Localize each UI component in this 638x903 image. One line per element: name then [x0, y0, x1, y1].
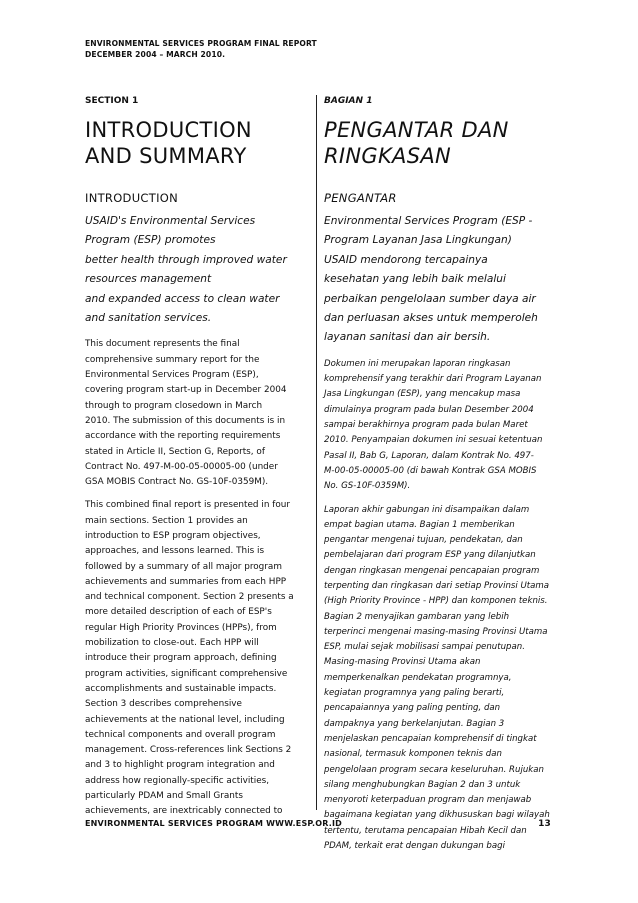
text-line: dan perluasan akses untuk memperoleh	[324, 312, 538, 325]
header-title: ENVIRONMENTAL SERVICES PROGRAM FINAL REPORT	[85, 39, 317, 48]
text-line: dampaknya yang berkelanjutan. Bagian 3	[324, 718, 505, 729]
text-line: more detailed description of each of ESP's	[85, 607, 272, 618]
text-line: PDAM, terkait erat dengan dukungan bagi	[324, 841, 505, 852]
footer-text: ENVIRONMENTAL SERVICES PROGRAM WWW.ESP.OR.ID	[85, 819, 343, 828]
text-line: pengantar mengenai tujuan, pendekatan, dan	[324, 535, 523, 546]
text-line: memperkenalkan pendekatan programnya,	[324, 672, 512, 683]
text-line: and technical component. Section 2 presents a	[85, 592, 294, 603]
text-line: regular High Priority Provinces (HPPs), from	[85, 622, 277, 633]
english-column	[85, 95, 309, 828]
text-line: dengan ringkasan mengenai pencapaian program	[324, 565, 540, 576]
page-number: 13	[538, 819, 551, 829]
section-label-id: BAGIAN 1	[324, 96, 373, 106]
text-line: GSA MOBIS Contract No. GS-10F-0359M).	[85, 477, 269, 488]
text-line: resources management	[85, 273, 212, 286]
text-line: nasional, termasuk komponen teknis dan	[324, 749, 502, 760]
indonesian-column	[324, 95, 550, 862]
text-line: layanan sanitasi dan air bersih.	[324, 331, 491, 344]
text-line: No. GS-10F-0359M).	[324, 481, 411, 492]
running-header	[85, 38, 317, 60]
text-line: Environmental Services Program (ESP -	[324, 215, 533, 227]
subheading-id: PENGANTAR	[324, 191, 397, 205]
text-line: program activities, significant comprehensive	[85, 668, 288, 679]
text-line: M-00-05-00005-00 (di bawah Kontrak GSA MOBIS	[324, 465, 537, 476]
text-line: achievements at the national level, including	[85, 714, 285, 725]
text-line: and sanitation services.	[85, 312, 212, 325]
text-line: kegiatan programnya yang paling berarti,	[324, 688, 505, 699]
subheading: INTRODUCTION	[85, 191, 179, 205]
text-line: menyoroti keterpaduan program dan menjawab	[324, 795, 532, 806]
lead-statement	[85, 212, 309, 328]
paragraph-scope	[85, 337, 309, 490]
text-line: stated in Article II, Section G, Reports, of	[85, 446, 265, 457]
text-line: introduction to ESP program objectives,	[85, 531, 261, 541]
text-line: empat bagian utama. Bagian 1 memberikan	[324, 519, 515, 530]
text-line: This combined final report is presented in four	[85, 500, 290, 511]
section-title: INTRODUCTION AND SUMMARY	[85, 118, 252, 168]
text-line: covering program start-up in December 2004	[85, 385, 287, 396]
text-line: particularly PDAM and Small Grants	[85, 791, 243, 802]
paragraph-structure-id	[324, 503, 550, 855]
text-line: and expanded access to clean water	[85, 292, 280, 305]
text-line: sampai berakhirnya program pada bulan Maret	[324, 420, 528, 431]
text-line: menjelaskan pencapaian komprehensif di tingkat	[324, 733, 537, 744]
text-line: USAID's Environmental Services	[85, 215, 256, 227]
column-divider	[316, 95, 317, 810]
paragraph-structure	[85, 498, 309, 819]
text-line: pembelajaran dari program ESP yang dilanjutkan	[324, 550, 536, 561]
text-line: komprehensif yang terakhir dari Program Layanan	[324, 374, 542, 385]
text-line: through to program closedown in March	[85, 400, 263, 411]
text-line: Laporan akhir gabungan ini disampaikan dalam	[324, 504, 530, 515]
text-line: mobilization to close-out. Each HPP will	[85, 638, 259, 649]
text-line: Pasal II, Bab G, Laporan, dalam Kontrak No. 497-	[324, 450, 534, 461]
text-line: main sections. Section 1 provides an	[85, 515, 248, 526]
text-line: tertentu, terutama pencapaian Hibah Kecil dan	[324, 825, 527, 836]
text-line: pencapaiannya yang paling penting, dan	[324, 703, 501, 714]
paragraph-scope-id	[324, 357, 550, 495]
text-line: better health through improved water	[85, 253, 287, 266]
text-line: bagaimana kegiatan yang dikhususkan bagi wilayah	[324, 810, 550, 821]
text-line: 2010. The submission of this documents is in	[85, 415, 286, 426]
text-line: management. Cross-references link Sections 2	[85, 745, 292, 756]
text-line: and 3 to highlight program integration and	[85, 760, 275, 771]
text-line: Program (ESP) promotes	[85, 234, 216, 247]
text-line: perbaikan pengelolaan sumber daya air	[324, 292, 536, 305]
text-line: (High Priority Province - HPP) dan komponen teknis.	[324, 596, 548, 607]
text-line: achievements and summaries from each HPP	[85, 576, 287, 587]
text-line: ESP, mulai sejak mobilisasi sampai penutupan.	[324, 642, 525, 653]
text-line: accomplishments and sustainable impacts.	[85, 683, 277, 694]
text-line: 2010. Penyampaian dokumen ini sesuai ketentuan	[324, 435, 543, 446]
text-line: terpenting dan ringkasan dari setiap Provinsi Utama	[324, 581, 550, 591]
text-line: Environmental Services Program (ESP),	[85, 370, 259, 381]
text-line: pengelolaan program secara keseluruhan. Rujukan	[324, 764, 544, 775]
text-line: technical components and overall program	[85, 729, 276, 740]
text-line: Jasa Lingkungan (ESP), yang mencakup masa	[324, 389, 521, 400]
text-line: silang menghubungkan Bagian 2 dan 3 untuk	[324, 779, 521, 790]
text-line: accordance with the reporting requirements	[85, 431, 281, 442]
text-line: Masing-masing Provinsi Utama akan	[324, 657, 481, 668]
text-line: Section 3 describes comprehensive	[85, 699, 242, 710]
text-line: terperinci mengenai masing-masing Provinsi Utama	[324, 626, 548, 637]
header-date: DECEMBER 2004 – MARCH 2010.	[85, 50, 226, 59]
text-line: Dokumen ini merupakan laporan ringkasan	[324, 358, 511, 369]
text-line: dimulainya program pada bulan Desember 2004	[324, 404, 534, 415]
text-line: introduce their program approach, defining	[85, 653, 277, 664]
page-footer	[85, 819, 551, 828]
text-line: kesehatan yang lebih baik melalui	[324, 273, 506, 286]
section-title-id: PENGANTAR DAN RINGKASAN	[324, 118, 509, 168]
text-line: Contract No. 497-M-00-05-00005-00 (under	[85, 461, 278, 472]
section-label: SECTION 1	[85, 96, 139, 106]
text-line: Bagian 2 menyajikan gambaran yang lebih	[324, 611, 510, 622]
text-line: Program Layanan Jasa Lingkungan)	[324, 234, 512, 247]
text-line: This document represents the final	[85, 339, 240, 350]
text-line: achievements, are inextricably connected to	[85, 806, 283, 817]
text-line: USAID mendorong tercapainya	[324, 253, 488, 266]
text-line: comprehensive summary report for the	[85, 354, 260, 365]
lead-statement-id	[324, 212, 550, 348]
text-line: approaches, and lessons learned. This is	[85, 546, 265, 557]
text-line: followed by a summary of all major program	[85, 561, 282, 572]
text-line: address how regionally-specific activities,	[85, 775, 270, 786]
